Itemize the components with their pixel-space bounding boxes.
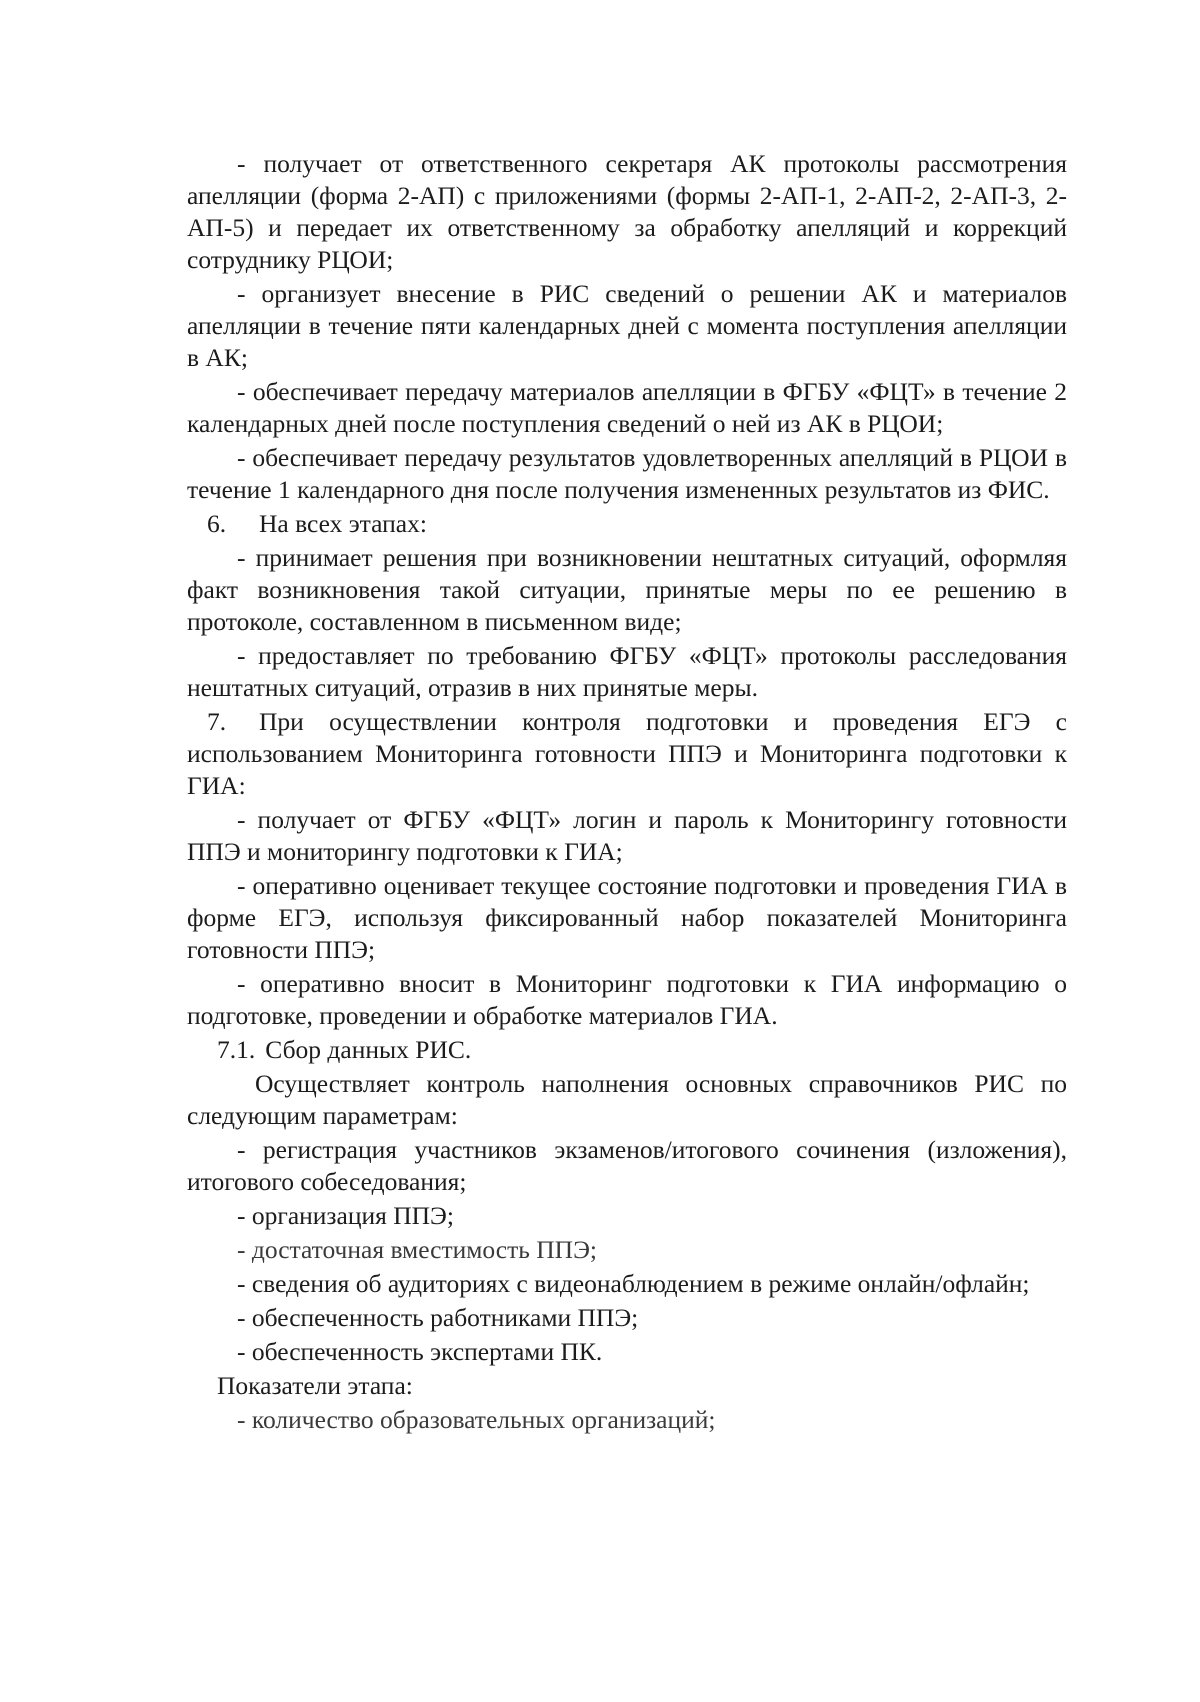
item-text: Сбор данных РИС. xyxy=(265,1035,472,1064)
item-number: 7. xyxy=(207,707,227,736)
item-text: При осуществлении контроля подготовки и проведения ЕГЭ с использованием Мониторинга готовности ППЭ и Мониторинга подготовки к ГИА: xyxy=(187,707,1067,800)
list-item: - получает от ответственного секретаря АК протоколы рассмотрения апелляции (форма 2-АП) с приложениями (формы 2-АП-1, 2-АП-2, 2-АП-3, 2-АП-5) и передает их ответственному за обработку апелляций и коррекций сотруднику РЦОИ; xyxy=(187,149,1067,274)
subsection-heading xyxy=(187,1034,1067,1066)
list-item: - организует внесение в РИС сведений о решении АК и материалов апелляции в течение пяти календарных дней с момента поступления апелляции в АК; xyxy=(187,279,1067,372)
list-item: - обеспечивает передачу результатов удовлетворенных апелляций в РЦОИ в течение 1 календарного дня после получения измененных результатов из ФИС. xyxy=(187,443,1067,504)
list-item: - оперативно оценивает текущее состояние подготовки и проведения ГИА в форме ЕГЭ, используя фиксированный набор показателей Мониторинга готовности ППЭ; xyxy=(187,871,1067,964)
list-item: - оперативно вносит в Мониторинг подготовки к ГИА информацию о подготовке, проведении и обработке материалов ГИА. xyxy=(187,969,1067,1030)
list-item: - обеспеченность работниками ППЭ; xyxy=(237,1303,639,1332)
list-item: - количество образовательных организаций; xyxy=(237,1405,716,1434)
list-item: - сведения об аудиториях с видеонаблюдением в режиме онлайн/офлайн; xyxy=(237,1269,1030,1298)
list-item: - предоставляет по требованию ФГБУ «ФЦТ» протоколы расследования нештатных ситуаций, отразив в них принятые меры. xyxy=(187,641,1067,702)
item-text: На всех этапах: xyxy=(259,509,427,538)
document-body xyxy=(187,148,1067,1436)
item-number: 6. xyxy=(207,509,227,538)
item-number: 7.1. xyxy=(217,1035,256,1064)
list-item: - регистрация участников экзаменов/итогового сочинения (изложения), итогового собеседования; xyxy=(187,1135,1067,1196)
paragraph: Показатели этапа: xyxy=(217,1371,413,1400)
list-item: - обеспеченность экспертами ПК. xyxy=(237,1337,603,1366)
numbered-item-6 xyxy=(187,508,1067,540)
paragraph: Осуществляет контроль наполнения основных справочников РИС по следующим параметрам: xyxy=(187,1069,1067,1130)
list-item: - достаточная вместимость ППЭ; xyxy=(237,1235,597,1264)
numbered-item-7 xyxy=(187,706,1067,802)
list-item: - обеспечивает передачу материалов апелляции в ФГБУ «ФЦТ» в течение 2 календарных дней после поступления сведений о ней из АК в РЦОИ; xyxy=(187,377,1067,438)
list-item: - организация ППЭ; xyxy=(237,1201,454,1230)
list-item: - получает от ФГБУ «ФЦТ» логин и пароль к Мониторингу готовности ППЭ и мониторингу подготовки к ГИА; xyxy=(187,805,1067,866)
list-item: - принимает решения при возникновении нештатных ситуаций, оформляя факт возникновения такой ситуации, принятые меры по ее решению в протоколе, составленном в письменном виде; xyxy=(187,543,1067,636)
